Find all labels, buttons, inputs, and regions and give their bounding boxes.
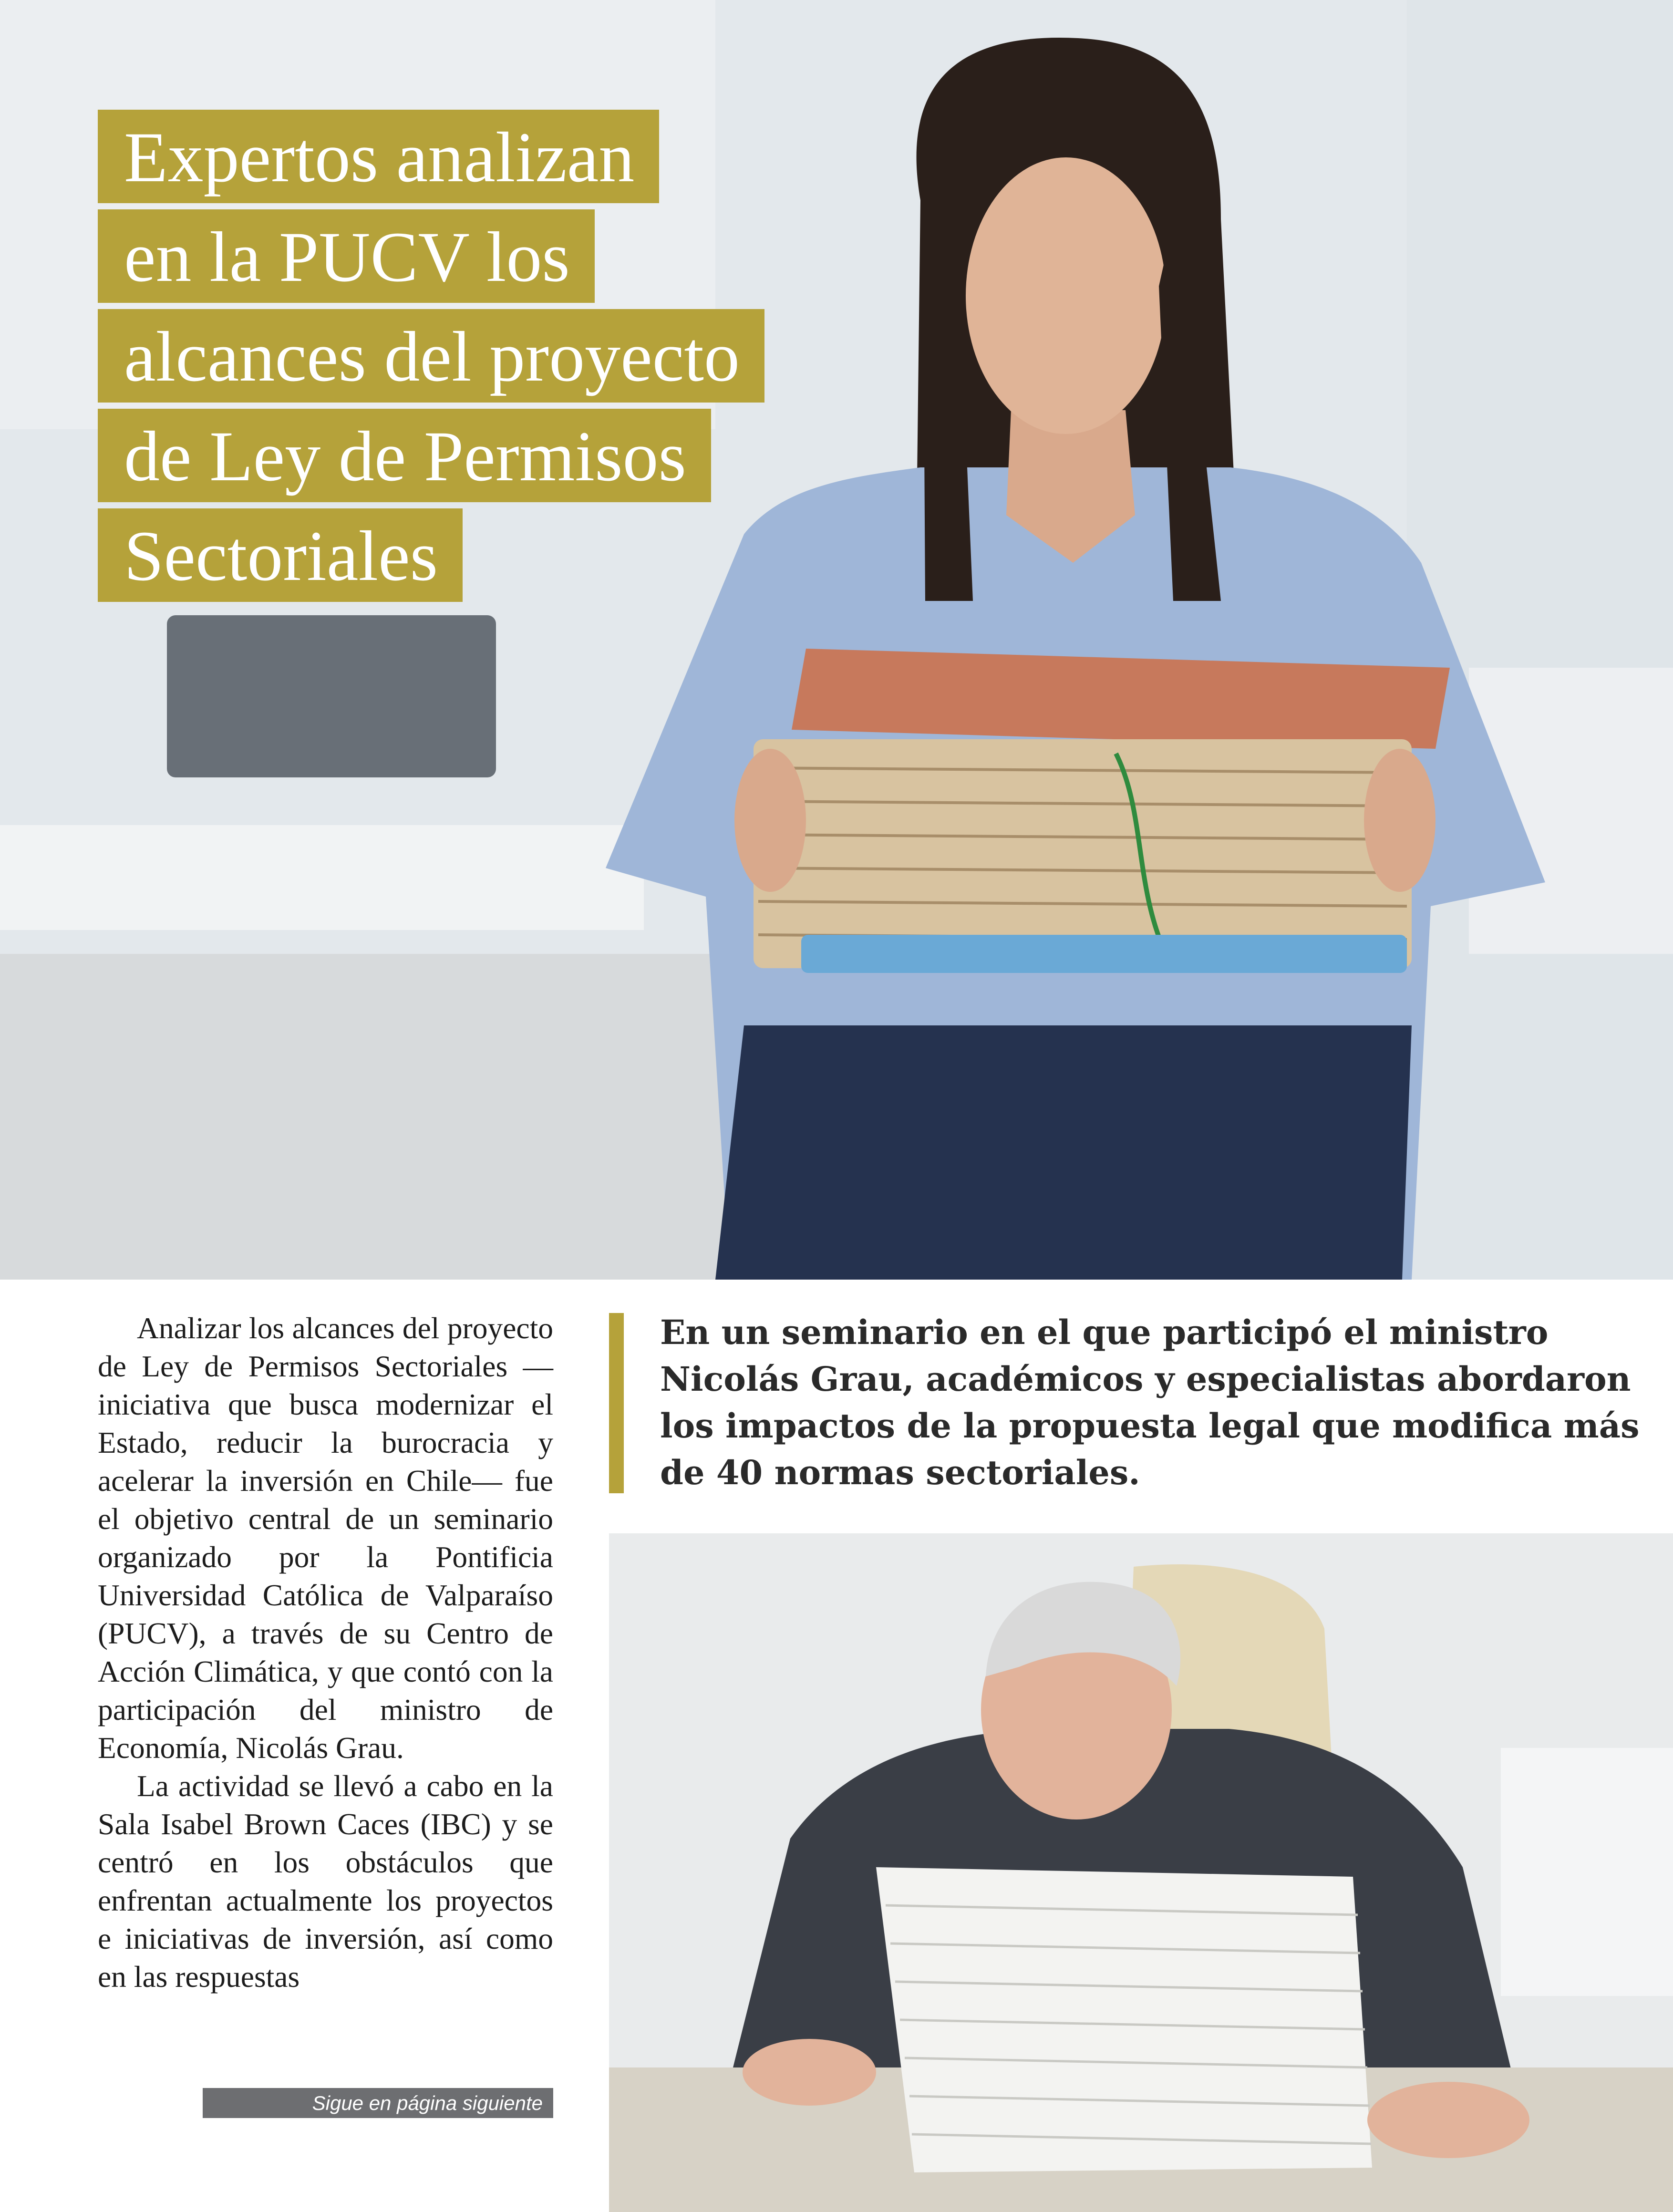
secondary-photo: [609, 1533, 1673, 2212]
blue-folder: [801, 935, 1407, 973]
headline: [98, 110, 764, 608]
face: [966, 157, 1166, 434]
right-hand: [1367, 2082, 1529, 2158]
paper-stack: [754, 739, 1412, 968]
left-hand: [743, 2039, 876, 2106]
article-body: [98, 1309, 553, 1996]
left-hand: [734, 749, 806, 892]
body-paragraph: La actividad se llevó a cabo en la Sala Isabel Brown Caces (IBC) y se centró en los obstáculos que enfrentan actualmente los proyectos e iniciativas de inversión, así como en las respuestas: [98, 1769, 553, 1994]
lead-paragraph: En un seminario en el que participó el ministro Nicolás Grau, académicos y especialistas abordaron los impactos de la propuesta legal que modifica más de 40 normas sectoriales.: [660, 1313, 1640, 1492]
headline-line: Expertos analizan: [98, 110, 659, 203]
headline-line: en la PUCV los: [98, 209, 595, 303]
blurred-monitor: [167, 615, 496, 777]
headline-line: alcances del proyecto: [98, 309, 764, 403]
continue-note: Sigue en página siguiente: [203, 2088, 553, 2118]
right-hand: [1364, 749, 1435, 892]
jeans: [715, 1025, 1412, 1280]
window-panel: [1501, 1748, 1673, 1996]
secondary-illustration: [609, 1533, 1673, 2212]
headline-line: Sectoriales: [98, 508, 463, 602]
headline-line: de Ley de Permisos: [98, 409, 711, 502]
body-paragraph: Analizar los alcances del proyecto de Ley de Permisos Sectoriales —iniciativa que busca modernizar el Estado, reducir la burocracia y acelerar la inversión en Chile— fue el objetivo central de un seminario organizado por la Pontificia Universidad Católica de Valparaíso (PUCV), a través de su Centro de Acción Climática, y que contó con la participación del ministro de Economía, Nicolás Grau.: [98, 1311, 553, 1765]
lead-accent-bar: [609, 1313, 624, 1493]
